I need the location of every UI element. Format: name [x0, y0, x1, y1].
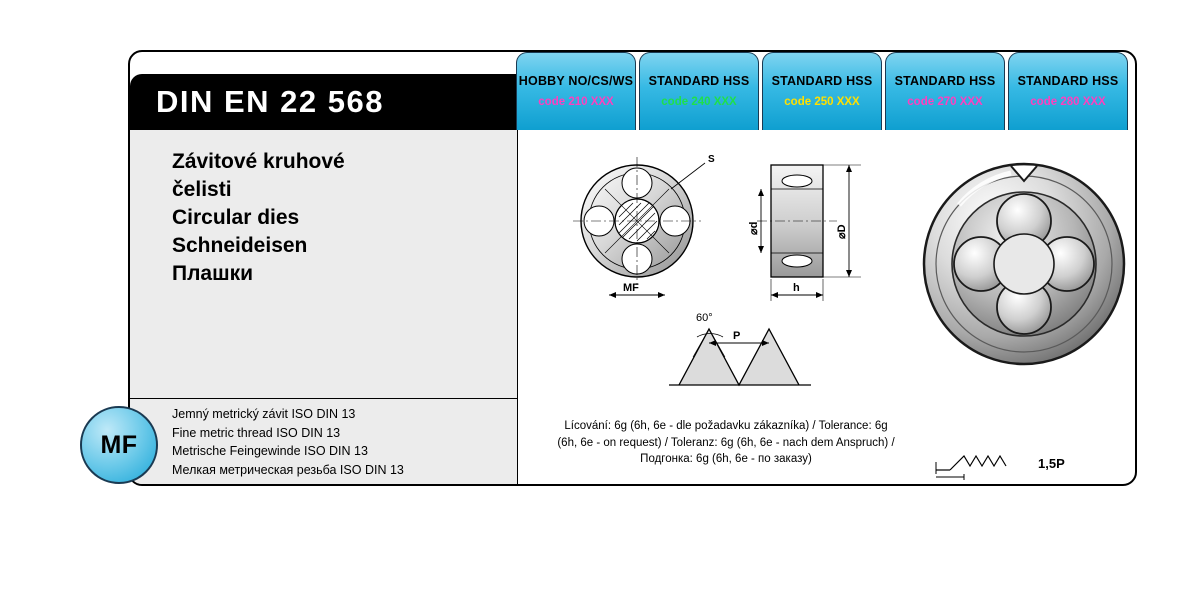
tab-title: STANDARD HSS [1017, 74, 1119, 89]
mf-badge-label: MF [100, 430, 138, 459]
tab-hobby-no-cs-ws[interactable] [516, 52, 636, 130]
dim-label-d-large: ⌀D [836, 224, 848, 239]
tab-code: code 250 XXX [784, 95, 860, 108]
tab-standard-hss-240[interactable] [639, 52, 759, 130]
product-line-tabs [516, 52, 1128, 130]
product-name-panel [130, 130, 518, 398]
die-product-image [919, 159, 1129, 374]
dim-label-mf: MF [623, 282, 639, 294]
tolerance-note-ru: Подгонка: 6g (6h, 6e - по заказу) [640, 453, 812, 466]
dim-label-p: P [733, 330, 741, 342]
tab-title: STANDARD HSS [894, 74, 996, 89]
thread-profile-drawing [649, 303, 849, 393]
dim-label-angle: 60° [696, 312, 713, 324]
standard-title-bar [130, 74, 518, 130]
tab-code: code 270 XXX [907, 95, 983, 108]
product-name-cs-2: čelisti [172, 177, 232, 201]
thread-description-panel [130, 398, 518, 484]
tab-title: STANDARD HSS [771, 74, 873, 89]
tab-code: code 240 XXX [661, 95, 737, 108]
technical-drawings [519, 131, 1135, 397]
product-name-en: Circular dies [172, 205, 300, 229]
thread-desc-de: Metrische Feingewinde ISO DIN 13 [172, 444, 368, 458]
die-side-section-drawing [737, 149, 897, 309]
tab-standard-hss-270[interactable] [885, 52, 1005, 130]
thread-desc-cs: Jemný metrický závit ISO DIN 13 [172, 407, 356, 421]
tab-standard-hss-280[interactable] [1008, 52, 1128, 130]
lead-chamfer-note [930, 448, 1100, 480]
tolerance-note [520, 418, 932, 468]
die-front-view-drawing [565, 149, 745, 309]
product-name-cs-1: Závitové kruhové [172, 150, 345, 173]
tab-code: code 280 XXX [1030, 95, 1106, 108]
tab-code: code 210 XXX [538, 95, 614, 108]
dim-label-h: h [793, 282, 800, 294]
tolerance-note-cs: Lícování: 6g (6h, 6e - dle požadavku zákazníka) / Tolerance: 6g [564, 420, 888, 432]
lead-length-label: 1,5P [1038, 456, 1065, 471]
lead-chamfer-icon [930, 448, 1035, 480]
tolerance-note-en-de: (6h, 6e - on request) / Toleranz: 6g (6h, 6e - nach dem Anspruch) / [557, 436, 895, 449]
tab-title: STANDARD HSS [648, 74, 750, 89]
product-name-ru: Плашки [172, 261, 254, 285]
dim-label-s: S [708, 154, 715, 165]
thread-desc-ru: Мелкая метрическая резьба ISO DIN 13 [172, 462, 404, 477]
standard-number: DIN EN 22 568 [156, 84, 384, 119]
tab-title: HOBBY NO/CS/WS [518, 74, 634, 89]
mf-badge [80, 406, 158, 484]
product-name-de: Schneideisen [172, 233, 308, 257]
dim-label-d-small: ⌀d [748, 221, 760, 235]
tab-standard-hss-250[interactable] [762, 52, 882, 130]
thread-desc-en: Fine metric thread ISO DIN 13 [172, 425, 341, 440]
